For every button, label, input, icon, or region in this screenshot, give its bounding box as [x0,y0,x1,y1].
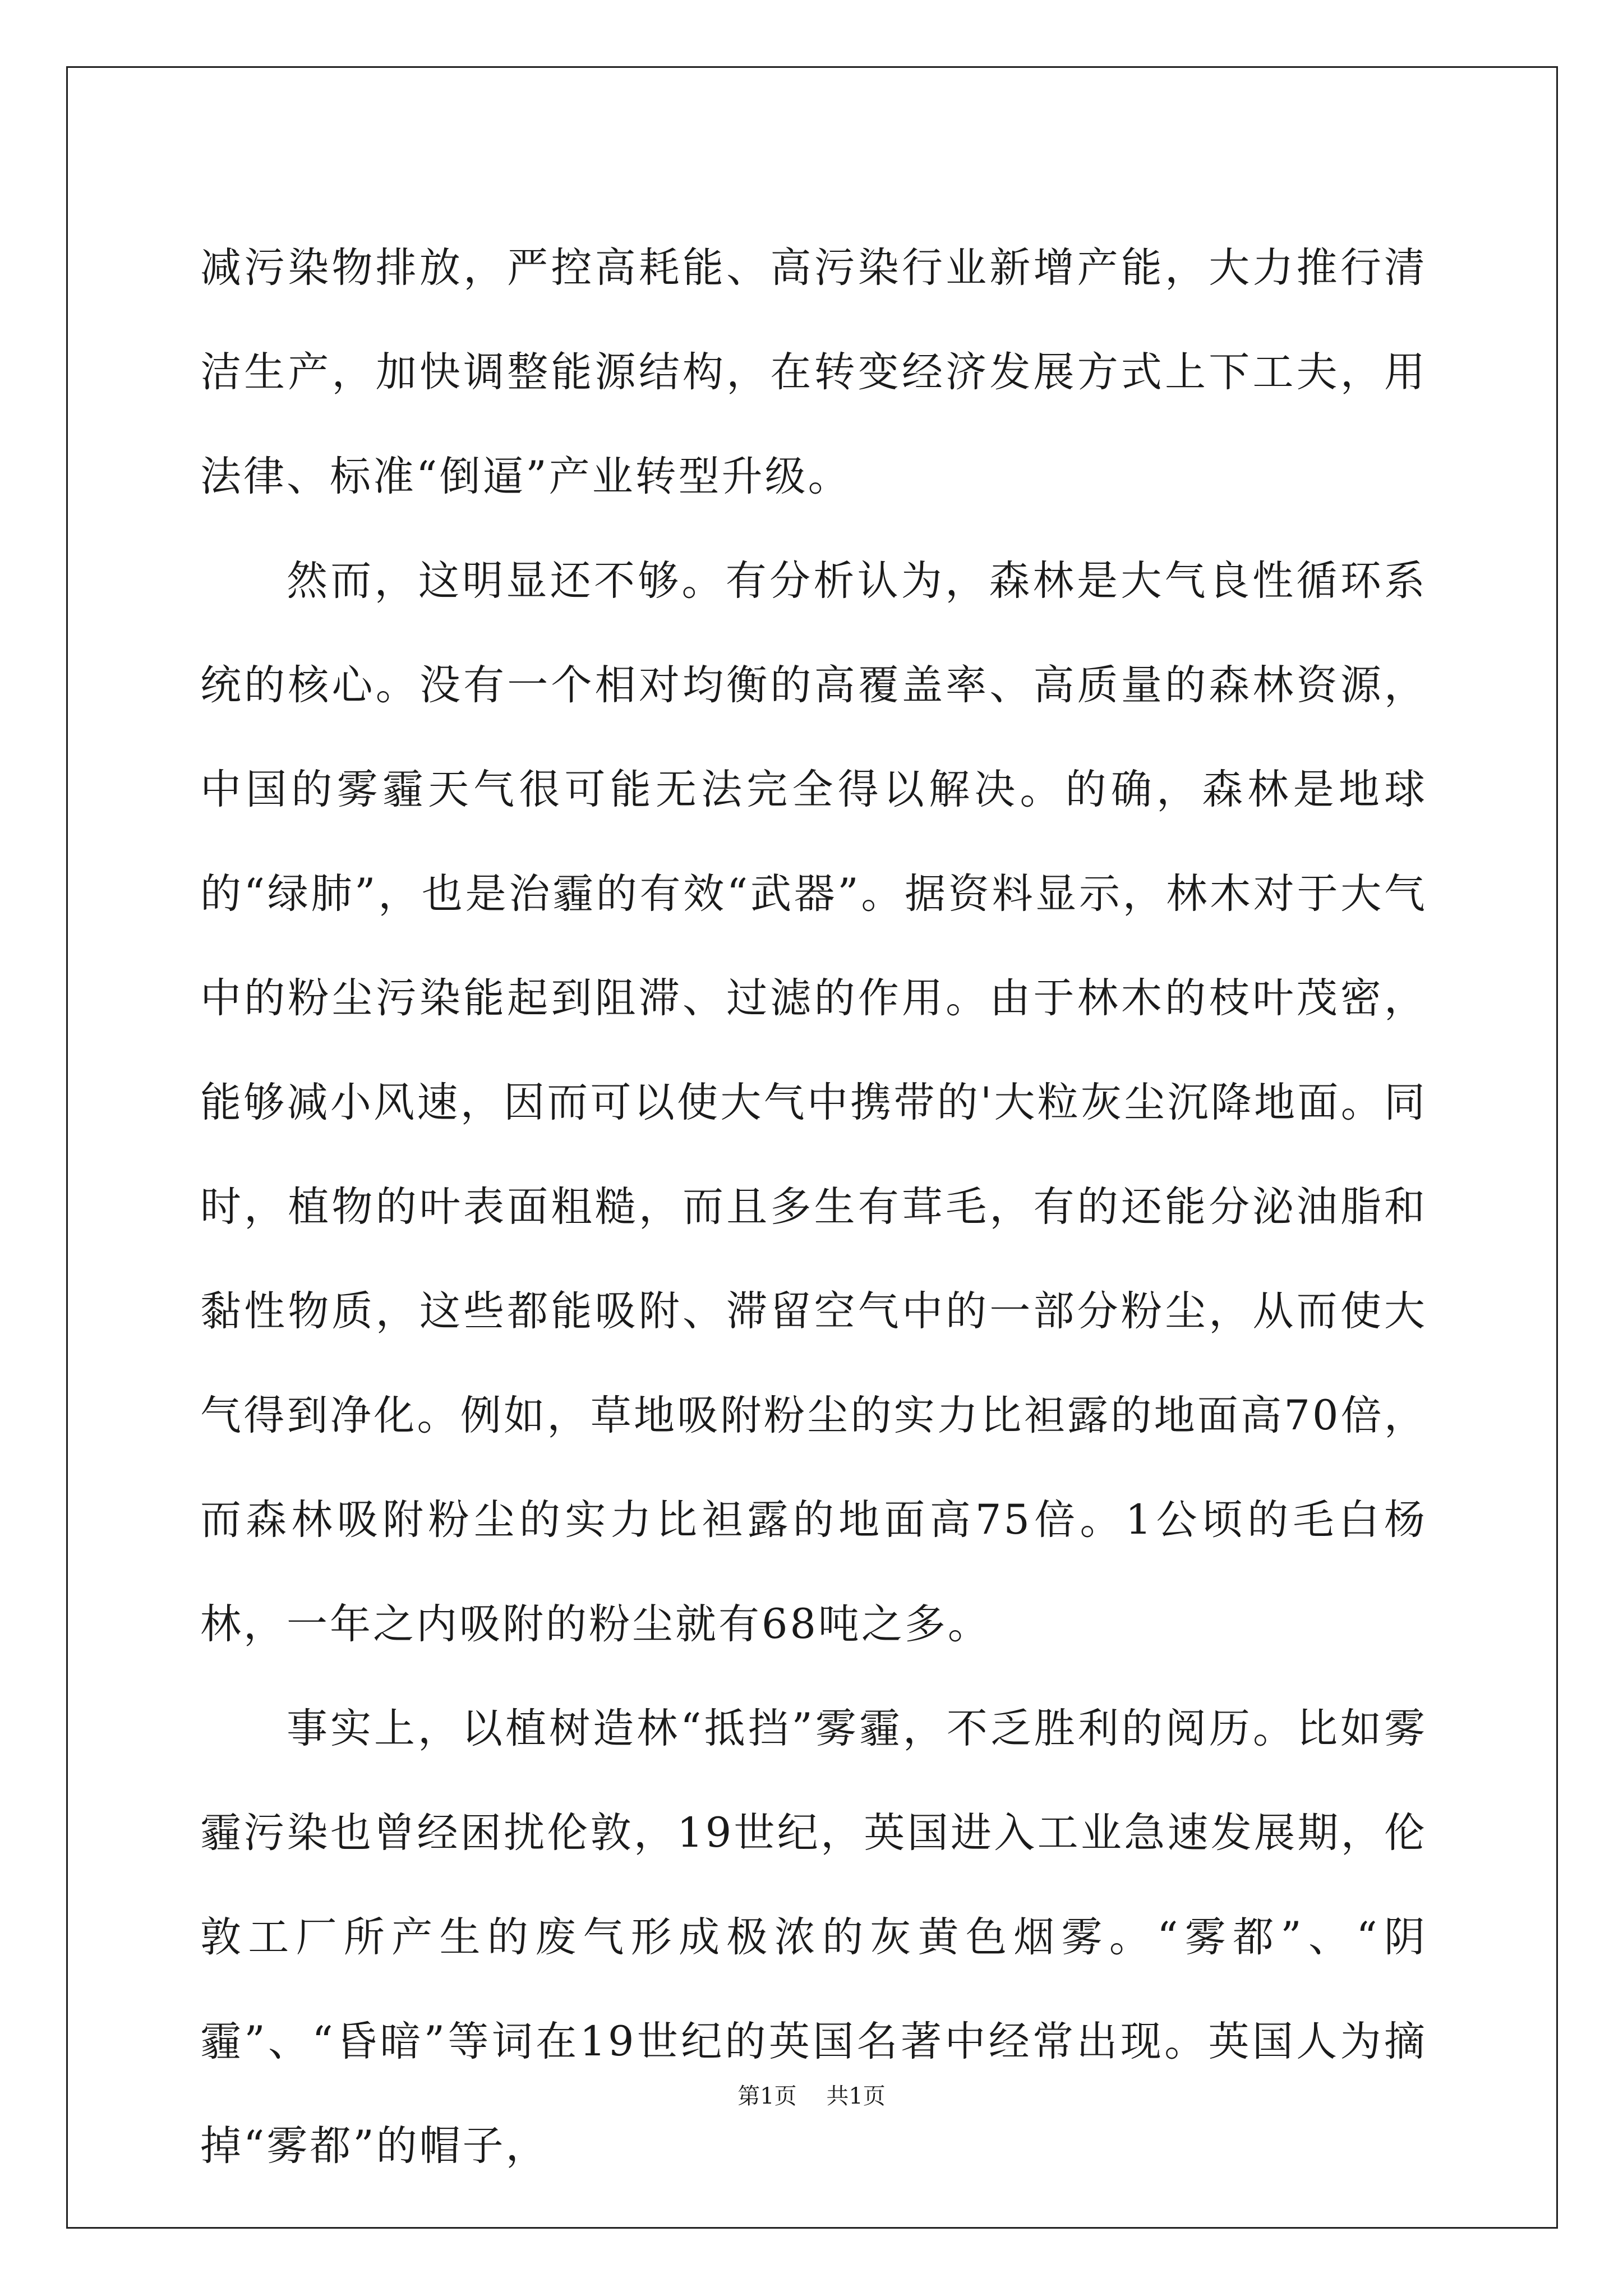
paragraph-3: 事实上，以植树造林“抵挡”雾霾，不乏胜利的阅历。比如雾霾污染也曾经困扰伦敦，19世纪，英国进入工业急速发展期，伦敦工厂所产生的废气形成极浓的灰黄色烟雾。“雾都”、“阴霾”、“昏暗”等词在19世纪的英国名著中经常出现。英国人为摘掉“雾都”的帽子， [200,1705,1427,2170]
page-total: 共1页 [826,2083,886,2109]
paragraph-2: 然而，这明显还不够。有分析认为，森林是大气良性循环系统的核心。没有一个相对均衡的高覆盖率、高质量的森林资源，中国的雾霾天气很可能无法完全得以解决。的确，森林是地球的“绿肺”，也是治霾的有效“武器”。据资料显示，林木对于大气中的粉尘污染能起到阻滞、过滤的作用。由于林木的枝叶茂密，能够减小风速，因而可以使大气中携带的'大粒灰尘沉降地面。同时，植物的叶表面粗糙，而且多生有茸毛，有的还能分泌油脂和黏性物质，这些都能吸附、滞留空气中的一部分粉尘，从而使大气得到净化。例如，草地吸附粉尘的实力比袒露的地面高70倍，而森林吸附粉尘的实力比袒露的地面高75倍。1公顷的毛白杨林，一年之内吸附的粉尘就有68吨之多。 [200,557,1427,1648]
page-number: 第1页 [737,2083,797,2109]
page-footer [0,2078,1623,2110]
document-body [200,216,1427,2198]
paragraph-1: 减污染物排放，严控高耗能、高污染行业新增产能，大力推行清洁生产，加快调整能源结构，在转变经济发展方式上下工夫，用法律、标准“倒逼”产业转型升级。 [200,244,1427,500]
